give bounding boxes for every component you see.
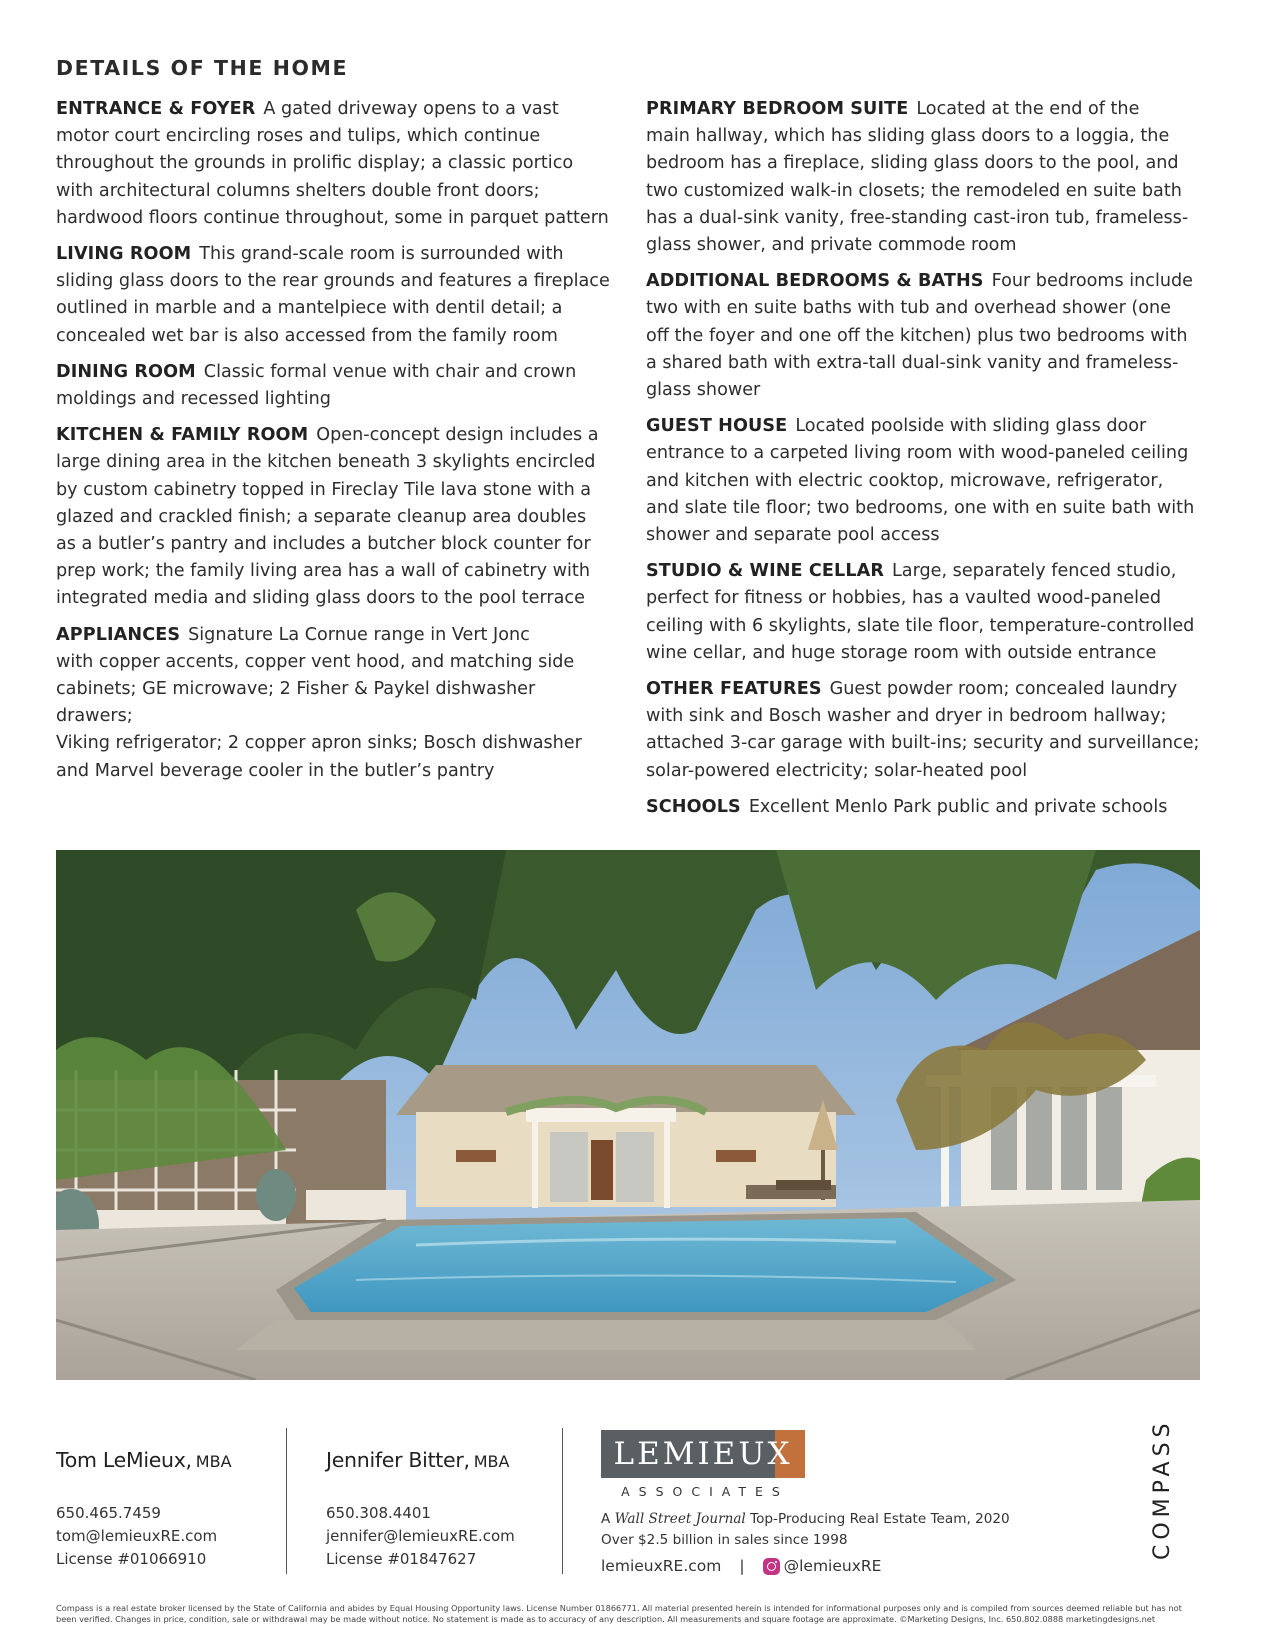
instagram-handle[interactable]: @lemieuxRE [783,1557,882,1575]
agent-name [56,1448,306,1472]
detail-heading: GUEST HOUSE [646,416,788,437]
detail-text: Large, separately fenced studio, perfect for fitness or hobbies, has a vaulted wood-paneled ceiling with 6 skylights, slate tile floor, temperature-controlled wine cellar, and huge storage room with outside entrance [646,561,1195,663]
disclaimer: Compass is a real estate broker licensed by the State of California and abides by Equal Housing Opportunity laws. License Number 01866771. All material presented herein is intended for informational purposes only and is compiled from sources deemed reliable but has not been verified. Changes in price, condition, sale or withdrawal may be made without notice. No statement is made as to accuracy of any description. All measurements and square footage are approximate. ©Marketing Designs, Inc. 650.802.0888 marketingdesigns.net [56,1603,1182,1624]
compass-logo: COMPASS [1150,1418,1175,1560]
tagline-sales: Over $2.5 billion in sales since 1998 [601,1532,848,1548]
detail-paragraph [56,96,616,232]
detail-heading: STUDIO & WINE CELLAR [646,561,884,582]
tagline-suffix: Top-Producing Real Estate Team, 2020 [745,1511,1010,1527]
detail-heading: SCHOOLS [646,796,741,817]
contact-row [601,1557,881,1575]
detail-text: This grand-scale room is surrounded with sliding glass doors to the rear grounds and features a fireplace outlined in marble and a mantelpiece with dentil detail; a concealed wet bar is also accessed from the family room [56,244,610,346]
agent-license: License #01066910 [56,1550,207,1568]
agent-name-text: Jennifer Bitter, [326,1448,470,1472]
agent-credential: MBA [473,1452,510,1471]
detail-text: A gated driveway opens to a vast motor court encircling roses and tulips, which continue throughout the grounds in prolific display; a classic portico with architectural columns shelters double front doors; hardwood floors continue throughout, some in parquet pattern [56,99,609,228]
detail-paragraph [646,96,1206,259]
details-left-column [56,96,616,794]
detail-text: Excellent Menlo Park public and private schools [748,796,1168,817]
detail-text: Located poolside with sliding glass door entrance to a carpeted living room with wood-paneled ceiling and kitchen with electric cooktop, microwave, refrigerator, and slate tile floor; two bedrooms, one with en suite bath with shower and separate pool access [646,416,1195,546]
detail-heading: LIVING ROOM [56,244,192,265]
agent-name [326,1448,576,1472]
detail-heading: DINING ROOM [56,361,196,382]
details-right-column [646,96,1206,830]
detail-heading: ENTRANCE & FOYER [56,99,256,119]
detail-paragraph [56,241,616,350]
detail-paragraph [646,558,1206,667]
detail-heading: APPLIANCES [56,624,181,645]
detail-paragraph [646,676,1206,785]
detail-paragraph [646,413,1206,549]
detail-heading: OTHER FEATURES [646,679,822,700]
detail-paragraph [646,268,1206,404]
detail-text: Signature La Cornue range in Vert Jonc with copper accents, copper vent hood, and matching side cabinets; GE microwave; 2 Fisher & Paykel dishwasher drawers; Viking refrigerator; 2 copper apron sinks; Bosch dishwasher and Marvel beverage cooler in the butler’s pantry [56,624,582,781]
logo-subtitle: ASSOCIATES [621,1484,789,1499]
agent-name-text: Tom LeMieux, [56,1448,192,1472]
detail-heading: KITCHEN & FAMILY ROOM [56,425,309,446]
tagline [601,1509,1010,1551]
detail-paragraph [56,422,616,612]
agent-jennifer [326,1448,576,1571]
divider [562,1428,563,1574]
detail-text: Classic formal venue with chair and crown moldings and recessed lighting [56,361,577,410]
tagline-prefix: A [601,1511,615,1527]
agent-tom [56,1448,306,1571]
detail-text: Open-concept design includes a large dining area in the kitchen beneath 3 skylights encircled by custom cabinetry topped in Fireclay Tile lava stone with a glazed and crackled finish; a separate cleanup area doubles as a butler’s pantry and includes a butcher block counter for prep work; the family living area has a wall of cabinetry with integrated media and sliding glass doors to the pool terrace [56,425,599,609]
agent-email[interactable]: jennifer@lemieuxRE.com [326,1527,515,1545]
instagram-icon [763,1558,780,1575]
agent-credential: MBA [195,1452,232,1471]
detail-heading: ADDITIONAL BEDROOMS & BATHS [646,271,984,292]
agent-phone[interactable]: 650.308.4401 [326,1504,431,1522]
detail-paragraph [56,622,616,785]
agent-phone[interactable]: 650.465.7459 [56,1504,161,1522]
detail-text: Four bedrooms include two with en suite baths with tub and overhead shower (one off the foyer and one off the kitchen) plus two bedrooms with a shared bath with extra-tall dual-sink vanity and frameless- glass shower [646,271,1193,401]
agent-email[interactable]: tom@lemieuxRE.com [56,1527,218,1545]
detail-paragraph [56,359,616,413]
pool-photo [56,850,1200,1380]
detail-text: Guest powder room; concealed laundry with sink and Bosch washer and dryer in bedroom hallway; attached 3-car garage with built-ins; security and surveillance; solar-powered electricity; solar-heated pool [646,679,1200,781]
detail-text: Located at the end of the main hallway, which has sliding glass doors to a loggia, the bedroom has a fireplace, sliding glass doors to the pool, and two customized walk-in closets; the remodeled en suite bath has a dual-sink vanity, free-standing cast-iron tub, frameless- glass shower, and private commode room [646,99,1189,256]
logo-word: LEMIEUX [613,1436,793,1472]
separator: | [739,1557,745,1575]
pool-illustration [56,850,1200,1380]
divider [286,1428,287,1574]
agent-license: License #01847627 [326,1550,477,1568]
detail-paragraph [646,794,1206,821]
detail-heading: PRIMARY BEDROOM SUITE [646,99,909,119]
section-title: DETAILS OF THE HOME [56,56,349,80]
tagline-italic: Wall Street Journal [614,1511,746,1527]
website-link[interactable]: lemieuxRE.com [601,1557,722,1575]
